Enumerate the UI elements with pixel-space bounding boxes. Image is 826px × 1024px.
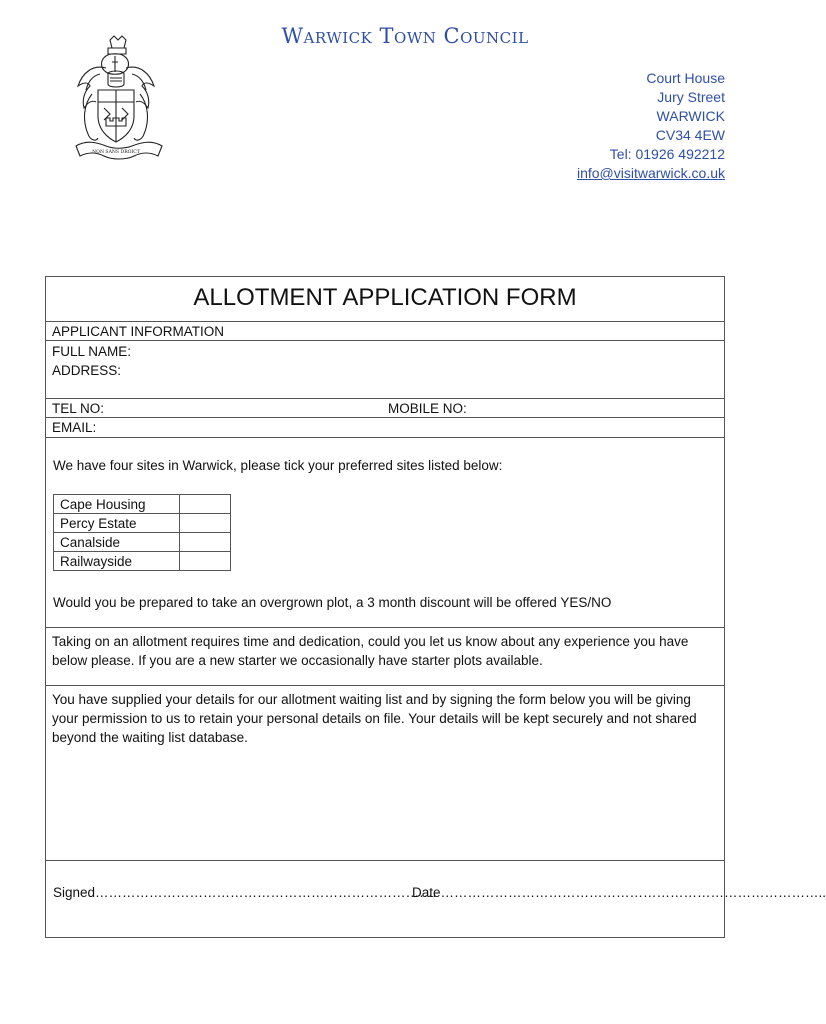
site-tick-box[interactable] bbox=[180, 514, 231, 533]
applicant-info-label: APPLICANT INFORMATION bbox=[52, 324, 225, 339]
consent-section bbox=[46, 686, 724, 861]
site-tick-box[interactable] bbox=[180, 495, 231, 514]
site-name: Percy Estate bbox=[54, 514, 180, 533]
site-row bbox=[54, 495, 231, 514]
address-line-3: WARWICK bbox=[656, 108, 725, 124]
council-crest bbox=[70, 34, 162, 162]
site-row bbox=[54, 514, 231, 533]
email-field[interactable] bbox=[46, 418, 724, 438]
experience-prompt: Taking on an allotment requires time and dedication, could you let us know about any experience you have below please. If you are a new starter we occasionally have starter plots available. bbox=[52, 634, 689, 668]
address-label: ADDRESS: bbox=[52, 363, 122, 378]
crest-motto: NON SANS DROICT bbox=[92, 150, 140, 155]
address-postcode: CV34 4EW bbox=[655, 127, 725, 143]
signature-row bbox=[46, 861, 826, 939]
overgrown-plot-question: Would you be prepared to take an overgrown plot, a 3 month discount will be offered YES/NO bbox=[53, 595, 612, 610]
site-row bbox=[54, 552, 231, 571]
name-address-field[interactable] bbox=[46, 341, 724, 399]
email-link[interactable]: info@visitwarwick.co.uk bbox=[576, 165, 725, 181]
site-name: Canalside bbox=[54, 533, 180, 552]
council-name: Warwick Town Council bbox=[281, 24, 529, 48]
site-name: Cape Housing bbox=[54, 495, 180, 514]
signature-field[interactable]: Signed…………………………………………………………………. bbox=[53, 885, 437, 900]
site-row bbox=[54, 533, 231, 552]
date-field[interactable]: Date………………………………………………………………………….. bbox=[412, 885, 826, 900]
site-name: Railwayside bbox=[54, 552, 180, 571]
address-tel: Tel: 01926 492212 bbox=[609, 146, 725, 162]
phone-field[interactable] bbox=[46, 399, 724, 418]
consent-text: You have supplied your details for our allotment waiting list and by signing the form below you will be giving your permission to us to retain your personal details on file. Your details will be kept securely and not shared beyond the waiting list database. bbox=[52, 692, 697, 745]
site-tick-box[interactable] bbox=[180, 533, 231, 552]
council-address bbox=[577, 69, 725, 183]
full-name-label: FULL NAME: bbox=[52, 344, 132, 359]
address-line-2: Jury Street bbox=[657, 89, 725, 105]
sites-table bbox=[53, 494, 231, 571]
email-label: EMAIL: bbox=[52, 420, 97, 435]
mobile-label: MOBILE NO: bbox=[388, 401, 467, 416]
sites-section bbox=[46, 438, 724, 628]
form-title: ALLOTMENT APPLICATION FORM bbox=[46, 277, 724, 322]
site-tick-box[interactable] bbox=[180, 552, 231, 571]
sites-intro: We have four sites in Warwick, please tick your preferred sites listed below: bbox=[53, 458, 503, 473]
tel-label: TEL NO: bbox=[52, 401, 105, 416]
address-line-1: Court House bbox=[646, 70, 725, 86]
applicant-info-heading bbox=[46, 322, 724, 341]
application-form bbox=[45, 276, 826, 938]
experience-field[interactable] bbox=[46, 628, 724, 686]
